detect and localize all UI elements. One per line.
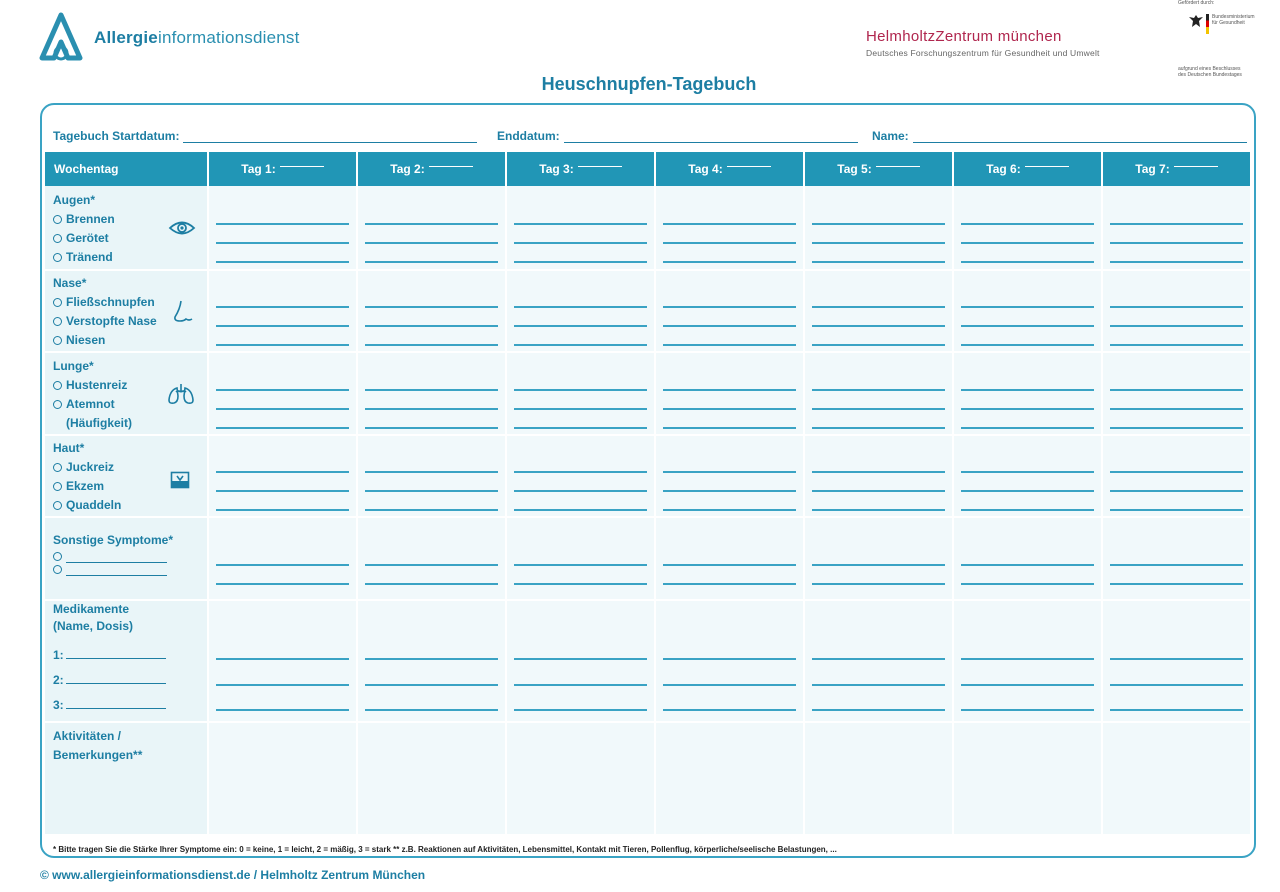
entry-line[interactable] [216, 325, 349, 327]
end-date-line[interactable] [564, 130, 858, 143]
checkbox-circle[interactable] [53, 552, 62, 561]
entry-line[interactable] [663, 306, 796, 308]
entry-line[interactable] [812, 684, 945, 686]
entry-line[interactable] [216, 509, 349, 511]
section-title: Lunge* [53, 359, 94, 373]
entry-line[interactable] [1110, 658, 1243, 660]
section-title: Aktivitäten / [53, 729, 122, 743]
section-title: Sonstige Symptome* [53, 533, 174, 547]
section-sonstige [53, 531, 173, 576]
entry-line[interactable] [1110, 684, 1243, 686]
column-separator [1101, 152, 1103, 834]
day-header [954, 152, 1101, 186]
entry-line[interactable] [365, 490, 498, 492]
entry-line[interactable] [663, 490, 796, 492]
option-label: Brennen [66, 212, 115, 226]
medication-line[interactable] [66, 671, 166, 684]
option-other-1[interactable] [53, 550, 173, 563]
helmholtz-title: HelmholtzZentrum münchen [866, 28, 1062, 45]
day-blank[interactable] [1174, 152, 1218, 167]
checkbox-circle[interactable] [53, 336, 62, 345]
row-separator [45, 269, 1250, 271]
row-separator [45, 599, 1250, 601]
day-blank[interactable] [1025, 152, 1069, 167]
end-date-label: Enddatum: [497, 129, 560, 143]
section-title: Haut* [53, 441, 85, 455]
entry-line[interactable] [514, 242, 647, 244]
entry-line[interactable] [663, 344, 796, 346]
checkbox-circle[interactable] [53, 381, 62, 390]
helmholtz-logo [866, 28, 1100, 58]
option-label: Hustenreiz [66, 378, 128, 392]
entry-line[interactable] [216, 427, 349, 429]
option-quaddeln[interactable] [53, 496, 121, 515]
entry-line[interactable] [514, 583, 647, 585]
day-header [656, 152, 803, 186]
entry-line[interactable] [216, 389, 349, 391]
entry-line[interactable] [365, 325, 498, 327]
checkbox-circle[interactable] [53, 463, 62, 472]
entry-line[interactable] [514, 709, 647, 711]
entry-line[interactable] [1110, 471, 1243, 473]
row-separator [45, 721, 1250, 723]
entry-line[interactable] [663, 223, 796, 225]
day-label: Tag 6: [986, 162, 1021, 176]
entry-line[interactable] [514, 344, 647, 346]
entry-line[interactable] [1110, 408, 1243, 410]
funding-top: Gefördert durch: [1178, 0, 1215, 6]
day-header [1103, 152, 1250, 186]
entry-line[interactable] [514, 427, 647, 429]
checkbox-circle[interactable] [53, 215, 62, 224]
option-juckreiz[interactable] [53, 458, 121, 477]
entry-line[interactable] [812, 325, 945, 327]
option-hustenreiz[interactable] [53, 376, 132, 395]
ministry-line-2: für Gesundheit [1212, 20, 1245, 26]
eye-icon [168, 219, 196, 237]
entry-line[interactable] [514, 684, 647, 686]
entry-line[interactable] [961, 223, 1094, 225]
row-separator [45, 434, 1250, 436]
entry-line[interactable] [961, 471, 1094, 473]
end-date-field[interactable] [497, 129, 858, 143]
entry-line[interactable] [365, 509, 498, 511]
entry-line[interactable] [663, 325, 796, 327]
day-header [209, 152, 356, 186]
flag-stripe [1206, 14, 1209, 34]
copyright: © www.allergieinformationsdienst.de / Helmholtz Zentrum München [40, 868, 426, 882]
entry-line[interactable] [961, 427, 1094, 429]
entry-line[interactable] [1110, 709, 1243, 711]
section-subtitle: (Name, Dosis) [53, 619, 134, 633]
entry-line[interactable] [961, 408, 1094, 410]
name-field[interactable] [872, 129, 1247, 143]
option-ekzem[interactable] [53, 477, 121, 496]
entry-line[interactable] [812, 427, 945, 429]
entry-line[interactable] [365, 583, 498, 585]
column-separator [952, 152, 954, 834]
option-label: Atemnot [66, 397, 115, 411]
entry-line[interactable] [961, 389, 1094, 391]
day-label: Tag 2: [390, 162, 425, 176]
checkbox-circle[interactable] [53, 565, 62, 574]
day-blank[interactable] [727, 152, 771, 167]
entry-line[interactable] [216, 658, 349, 660]
column-separator [803, 152, 805, 834]
brand-name [94, 28, 300, 48]
entry-line[interactable] [663, 709, 796, 711]
entry-line[interactable] [365, 223, 498, 225]
entry-line[interactable] [663, 684, 796, 686]
funding-bottom-line-1: aufgrund eines Beschlusses [1178, 66, 1241, 72]
entry-line[interactable] [961, 658, 1094, 660]
entry-line[interactable] [216, 583, 349, 585]
entry-line[interactable] [216, 242, 349, 244]
entry-line[interactable] [812, 242, 945, 244]
entry-line[interactable] [961, 684, 1094, 686]
name-line[interactable] [913, 130, 1247, 143]
section-haut [53, 439, 121, 515]
entry-line[interactable] [663, 564, 796, 566]
medication-2[interactable] [53, 671, 166, 690]
eagle-icon [1188, 14, 1204, 28]
entry-line[interactable] [514, 261, 647, 263]
entry-line[interactable] [216, 684, 349, 686]
section-nase [53, 274, 157, 350]
allergy-a-icon [38, 12, 84, 64]
day-label: Tag 1: [241, 162, 276, 176]
day-blank[interactable] [280, 152, 324, 167]
entry-line[interactable] [1110, 509, 1243, 511]
funding-bottom-line-2: des Deutschen Bundestages [1178, 72, 1242, 78]
entry-line[interactable] [961, 261, 1094, 263]
section-aktivitaeten [53, 727, 142, 765]
start-date-field[interactable] [53, 129, 477, 143]
start-date-label: Tagebuch Startdatum: [53, 129, 180, 143]
entry-line[interactable] [663, 509, 796, 511]
helmholtz-subtitle: Deutsches Forschungszentrum für Gesundheit und Umwelt [866, 48, 1100, 58]
section-augen [53, 191, 115, 267]
entry-line[interactable] [216, 261, 349, 263]
checkbox-circle[interactable] [53, 234, 62, 243]
ministry-logo [1178, 0, 1278, 80]
day-blank[interactable] [578, 152, 622, 167]
entry-line[interactable] [961, 325, 1094, 327]
lungs-icon [167, 382, 195, 406]
day-header [507, 152, 654, 186]
medication-number: 2: [53, 673, 64, 687]
entry-line[interactable] [961, 242, 1094, 244]
weekday-header: Wochentag [54, 162, 119, 176]
entry-line[interactable] [365, 261, 498, 263]
day-header [805, 152, 952, 186]
entry-line[interactable] [812, 261, 945, 263]
day-label: Tag 5: [837, 162, 872, 176]
entry-line[interactable] [1110, 242, 1243, 244]
day-label: Tag 4: [688, 162, 723, 176]
start-date-line[interactable] [183, 130, 477, 143]
entry-line[interactable] [961, 709, 1094, 711]
entry-line[interactable] [514, 408, 647, 410]
name-label: Name: [872, 129, 909, 143]
checkbox-circle[interactable] [53, 317, 62, 326]
checkbox-circle[interactable] [53, 298, 62, 307]
entry-line[interactable] [365, 658, 498, 660]
option-atemnot[interactable] [53, 395, 132, 414]
day-blank[interactable] [876, 152, 920, 167]
option-label: Juckreiz [66, 460, 115, 474]
checkbox-circle[interactable] [53, 253, 62, 262]
entry-line[interactable] [216, 564, 349, 566]
nose-icon [172, 299, 194, 325]
entry-line[interactable] [514, 471, 647, 473]
entry-line[interactable] [514, 306, 647, 308]
day-blank[interactable] [429, 152, 473, 167]
column-separator [356, 152, 358, 834]
entry-line[interactable] [365, 306, 498, 308]
table-header [45, 152, 1250, 186]
section-title: Medikamente [53, 602, 130, 616]
entry-line[interactable] [514, 490, 647, 492]
entry-line[interactable] [365, 564, 498, 566]
option-brennen[interactable] [53, 210, 115, 229]
entry-line[interactable] [1110, 389, 1243, 391]
entry-line[interactable] [812, 583, 945, 585]
brand-name-regular: informationsdienst [157, 28, 300, 47]
brand-logo [38, 12, 300, 64]
entry-line[interactable] [514, 564, 647, 566]
day-label: Tag 3: [539, 162, 574, 176]
ministry-name [1212, 14, 1255, 26]
entry-line[interactable] [365, 344, 498, 346]
option-other-2[interactable] [53, 563, 173, 576]
entry-line[interactable] [812, 408, 945, 410]
day-header [358, 152, 505, 186]
skin-icon [170, 471, 190, 489]
entry-line[interactable] [961, 564, 1094, 566]
row-separator [45, 351, 1250, 353]
entry-line[interactable] [663, 261, 796, 263]
other-symptom-line[interactable] [66, 563, 167, 576]
column-separator [505, 152, 507, 834]
entry-line[interactable] [1110, 261, 1243, 263]
entry-line[interactable] [216, 709, 349, 711]
entry-line[interactable] [663, 471, 796, 473]
medication-1[interactable] [53, 646, 166, 665]
other-symptom-line[interactable] [66, 550, 167, 563]
entry-line[interactable] [812, 306, 945, 308]
option-label: Niesen [66, 333, 106, 347]
entry-line[interactable] [812, 223, 945, 225]
entry-line[interactable] [1110, 223, 1243, 225]
medication-line[interactable] [66, 696, 166, 709]
entry-line[interactable] [365, 389, 498, 391]
entry-line[interactable] [663, 658, 796, 660]
entry-line[interactable] [365, 471, 498, 473]
entry-line[interactable] [514, 389, 647, 391]
brand-name-bold: Allergie [94, 28, 158, 47]
option-verstopfte-nase[interactable] [53, 312, 157, 331]
entry-line[interactable] [216, 344, 349, 346]
medication-number: 3: [53, 698, 64, 712]
entry-line[interactable] [961, 344, 1094, 346]
checkbox-circle[interactable] [53, 501, 62, 510]
entry-line[interactable] [514, 658, 647, 660]
entry-line[interactable] [1110, 325, 1243, 327]
option-label: Gerötet [66, 231, 109, 245]
entry-line[interactable] [216, 306, 349, 308]
entry-line[interactable] [514, 509, 647, 511]
column-separator [654, 152, 656, 834]
entry-line[interactable] [1110, 490, 1243, 492]
entry-line[interactable] [663, 408, 796, 410]
section-medikamente [53, 601, 133, 635]
entry-line[interactable] [812, 564, 945, 566]
option-label: Quaddeln [66, 498, 122, 512]
option-geroetet[interactable] [53, 229, 115, 248]
entry-line[interactable] [514, 223, 647, 225]
option-niesen[interactable] [53, 331, 157, 350]
medication-number: 1: [53, 648, 64, 662]
entry-line[interactable] [663, 242, 796, 244]
entry-line[interactable] [1110, 427, 1243, 429]
option-note: (Häufigkeit) [66, 416, 132, 430]
entry-line[interactable] [812, 509, 945, 511]
entry-line[interactable] [961, 583, 1094, 585]
ministry-line-1: Bundesministerium [1212, 14, 1255, 20]
entry-line[interactable] [1110, 583, 1243, 585]
section-title: Bemerkungen** [53, 748, 143, 762]
section-lunge [53, 357, 132, 433]
entry-line[interactable] [812, 490, 945, 492]
entry-line[interactable] [663, 427, 796, 429]
entry-line[interactable] [663, 583, 796, 585]
footnote: * Bitte tragen Sie die Stärke Ihrer Symptome ein: 0 = keine, 1 = leicht, 2 = mäßig, 3 = stark ** z.B. Reaktionen auf Aktivitäten, Lebensmittel, Kontakt mit Tieren, Pollenflug, körperliche/seelische Belastungen, ... [53, 845, 837, 854]
checkbox-circle[interactable] [53, 400, 62, 409]
entry-line[interactable] [1110, 564, 1243, 566]
entry-line[interactable] [365, 709, 498, 711]
entry-line[interactable] [365, 242, 498, 244]
entry-line[interactable] [1110, 344, 1243, 346]
entry-line[interactable] [961, 509, 1094, 511]
entry-line[interactable] [365, 684, 498, 686]
entry-line[interactable] [812, 658, 945, 660]
option-label: Tränend [66, 250, 113, 264]
entry-line[interactable] [216, 490, 349, 492]
entry-line[interactable] [961, 490, 1094, 492]
entry-line[interactable] [216, 408, 349, 410]
option-label: Fließschnupfen [66, 295, 155, 309]
entry-line[interactable] [514, 325, 647, 327]
entry-line[interactable] [961, 306, 1094, 308]
entry-line[interactable] [1110, 306, 1243, 308]
checkbox-circle[interactable] [53, 482, 62, 491]
entry-line[interactable] [812, 344, 945, 346]
entry-line[interactable] [216, 471, 349, 473]
entry-line[interactable] [812, 471, 945, 473]
entry-line[interactable] [812, 709, 945, 711]
option-traenend[interactable] [53, 248, 115, 267]
entry-line[interactable] [365, 427, 498, 429]
entry-line[interactable] [216, 223, 349, 225]
section-title: Nase* [53, 276, 87, 290]
medication-3[interactable] [53, 696, 166, 715]
day-label: Tag 7: [1135, 162, 1170, 176]
option-label: Ekzem [66, 479, 105, 493]
option-label: Verstopfte Nase [66, 314, 157, 328]
option-fliessschnupfen[interactable] [53, 293, 157, 312]
entry-line[interactable] [365, 408, 498, 410]
section-title: Augen* [53, 193, 95, 207]
row-separator [45, 516, 1250, 518]
column-separator [207, 152, 209, 834]
page-title: Heuschnupfen-Tagebuch [541, 74, 757, 94]
entry-line[interactable] [812, 389, 945, 391]
entry-line[interactable] [663, 389, 796, 391]
medication-line[interactable] [66, 646, 166, 659]
